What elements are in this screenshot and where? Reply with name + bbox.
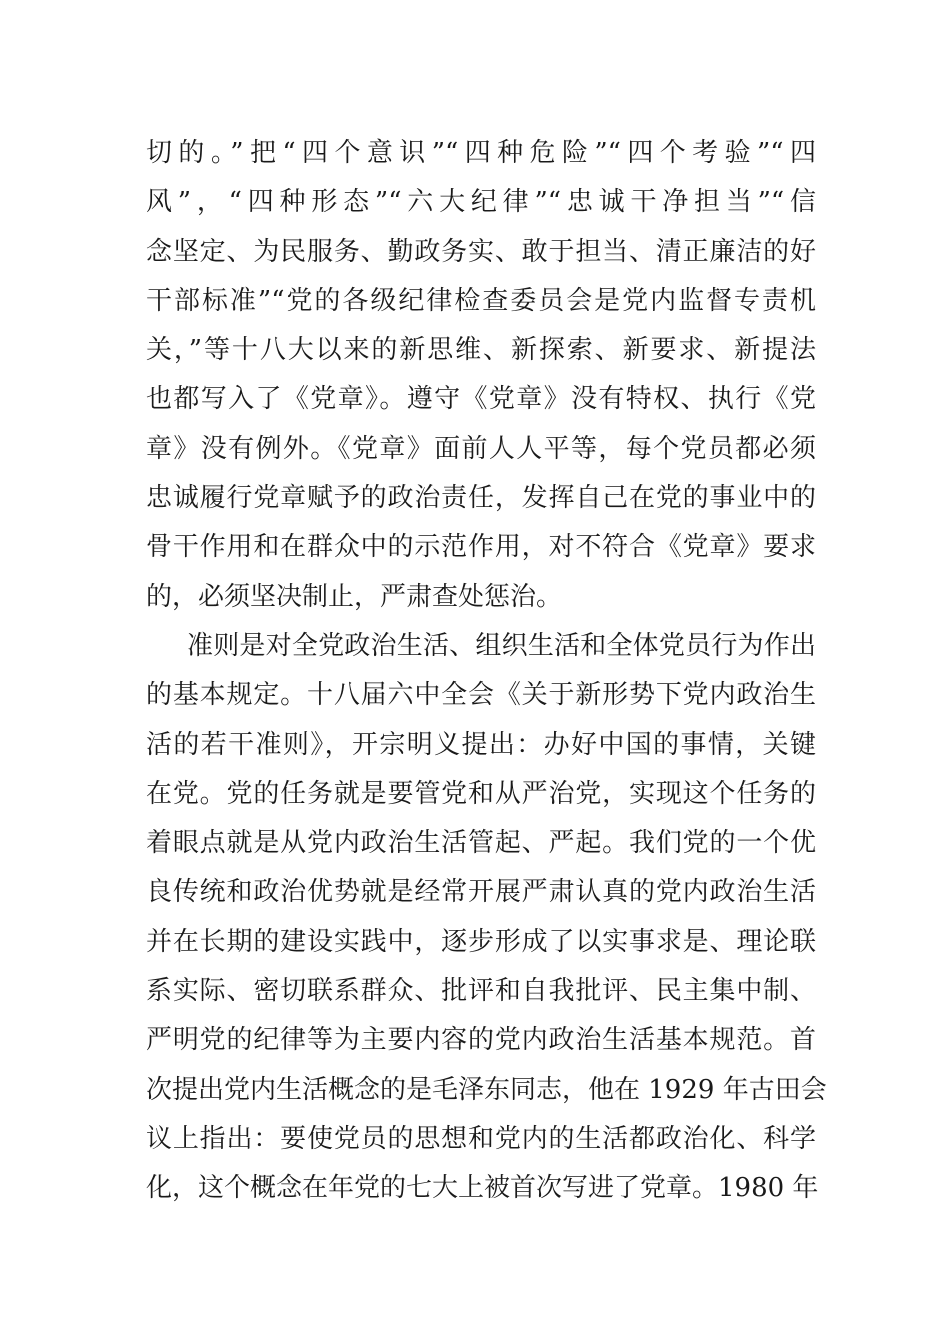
text-line: 干部标准”“党的各级纪律检查委员会是党内监督专责机 bbox=[146, 285, 816, 316]
text-line: 化，这个概念在年党的七大上被首次写进了党章。1980 年 bbox=[146, 1173, 819, 1204]
text-line: 也都写入了《党章》。遵守《党章》没有特权、执行《党 bbox=[146, 384, 816, 415]
text-line: 严明党的纪律等为主要内容的党内政治生活基本规范。首 bbox=[146, 1025, 816, 1056]
text-line: 忠诚履行党章赋予的政治责任，发挥自己在党的事业中的 bbox=[146, 483, 816, 514]
body-text bbox=[146, 129, 827, 1214]
text-line: 并在长期的建设实践中，逐步形成了以实事求是、理论联 bbox=[146, 926, 816, 957]
text-line: 议上指出：要使党员的思想和党内的生活都政治化、科学 bbox=[146, 1123, 816, 1154]
text-line: 的基本规定。十八届六中全会《关于新形势下党内政治生 bbox=[146, 680, 816, 711]
text-line: 关，”等十八大以来的新思维、新探索、新要求、新提法 bbox=[146, 335, 816, 366]
text-line: 着眼点就是从党内政治生活管起、严起。我们党的一个优 bbox=[146, 828, 816, 859]
text-line: 风”，“四种形态”“六大纪律”“忠诚干净担当”“信 bbox=[146, 187, 816, 218]
text-line: 系实际、密切联系群众、批评和自我批评、民主集中制、 bbox=[146, 976, 816, 1007]
text-line: 念坚定、为民服务、勤政务实、敢于担当、清正廉洁的好 bbox=[146, 236, 816, 267]
text-line: 的，必须坚决制止，严肃查处惩治。 bbox=[146, 581, 563, 612]
text-line: 次提出党内生活概念的是毛泽东同志，他在 1929 年古田会 bbox=[146, 1074, 827, 1105]
text-line: 在党。党的任务就是要管党和从严治党，实现这个任务的 bbox=[146, 778, 816, 809]
text-line: 准则是对全党政治生活、组织生活和全体党员行为作出 bbox=[187, 630, 816, 661]
text-line: 活的若干准则》，开宗明义提出：办好中国的事情，关键 bbox=[146, 729, 816, 760]
text-line: 良传统和政治优势就是经常开展严肃认真的党内政治生活 bbox=[146, 877, 816, 908]
text-line: 切的。”把“四个意识”“四种危险”“四个考验”“四 bbox=[146, 138, 816, 168]
text-line: 骨干作用和在群众中的示范作用，对不符合《党章》要求 bbox=[146, 532, 816, 563]
text-line: 章》没有例外。《党章》面前人人平等，每个党员都必须 bbox=[146, 433, 816, 464]
